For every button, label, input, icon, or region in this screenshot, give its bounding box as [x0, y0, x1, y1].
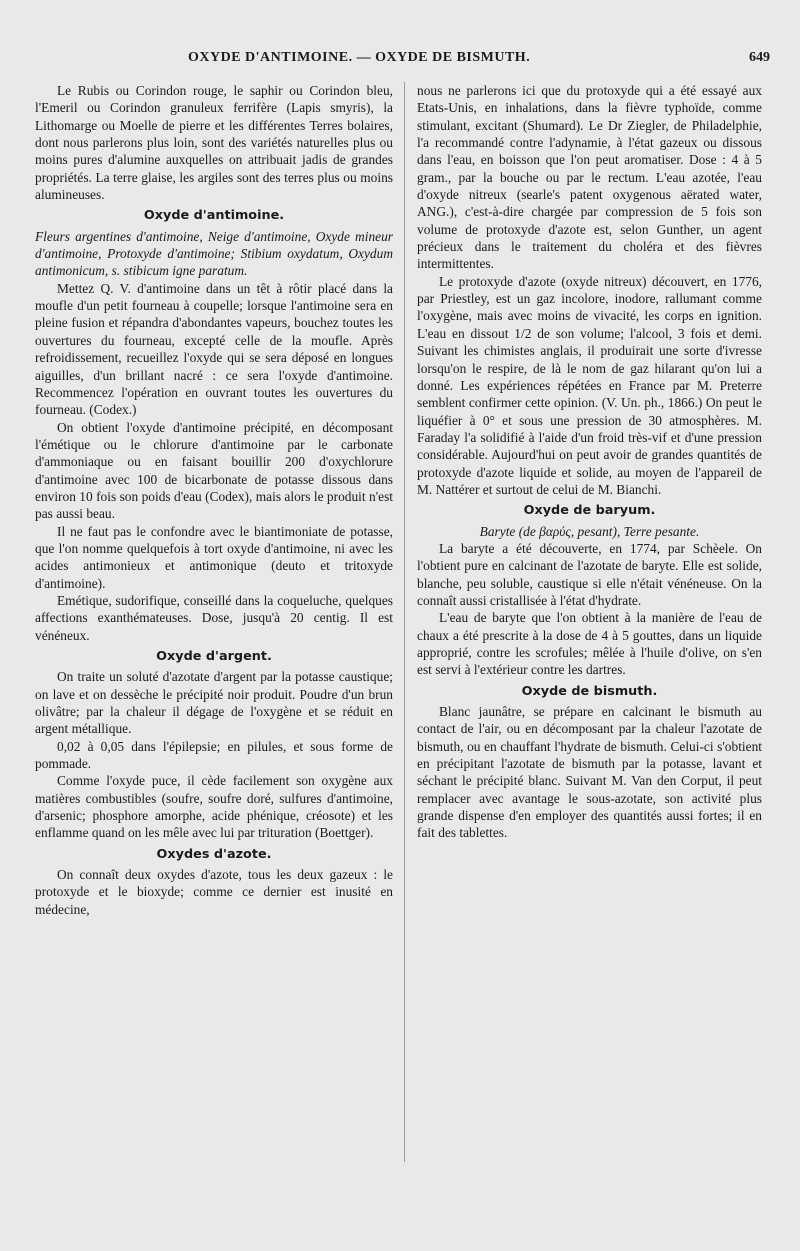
paragraph: Le Rubis ou Corindon rouge, le saphir ou Corindon bleu, l'Emeril ou Corindon granuleux ferrifère (Lapis smyris), la Lithomarge ou Moelle de pierre et les différentes Terres bolaires, dont nous parlerons plus loin, sont des variétés naturelles plus ou moins pures d'alumine auxquelles on attribuait jadis de grandes propriétés. La terre glaise, les argiles sont des terres plus ou moins alumineuses. — [35, 83, 393, 203]
running-header — [28, 50, 770, 74]
paragraph: Comme l'oxyde puce, il cède facilement son oxygène aux matières combustibles (soufre, soufre doré, sulfures d'antimoine, d'arsenic; phosphore amorphe, acide phénique, créosote) et les enflamme quand on les mêle avec lui par trituration (Boettger). — [35, 773, 393, 841]
paragraph: La baryte a été découverte, en 1774, par Schèele. On l'obtient pure en calcinant de l'azotate de baryte. Elle est solide, blanche, peu soluble, caustique si elle n'était vénéneuse. On la connaît aussi cristallisée à l'état d'hydrate. — [417, 540, 762, 608]
paragraph: nous ne parlerons ici que du protoxyde qui a été essayé aux Etats-Unis, en inhalations, dans la fièvre typhoïde, comme stimulant, excitant (Shumard). Le Dr Ziegler, de Philadelphie, l'a recommandé contre l'adynamie, à l'état gazeux ou dissous dans l'eau, en boisson que l'on peut aromatiser. Dose : 4 à 5 gram., par la bouche ou par le rectum. L'eau azotée, l'eau d'oxyde nitreux (searle's patent oxygenous aërated water, ANG.), c'est-à-dire chargée par compression de 5 fois son volume de protoxyde d'azote est, selon Gunther, un agent précieux dans le traitement du choléra et des fièvres intermittentes. — [417, 83, 762, 272]
paragraph: Blanc jaunâtre, se prépare en calcinant le bismuth au contact de l'air, ou en décomposant par la chaleur l'azotate de bismuth, ou en chauffant l'hydrate de bismuth. Celui-ci s'obtient en précipitant l'azotate de bismuth par la potasse, lavant et séchant le précipité blanc. Suivant M. Van den Corput, il peut remplacer avec avantage le sous-azotate, son activité plus grande dispense d'en employer des quantités aussi fortes; il en fait des tablettes. — [417, 704, 762, 841]
section-heading: Oxyde d'argent. — [156, 649, 272, 664]
paragraph: On connaît deux oxydes d'azote, tous les deux gazeux : le protoxyde et le bioxyde; comme ce dernier est inusité en médecine, — [35, 867, 393, 917]
column-divider — [404, 82, 405, 1162]
section-heading: Oxydes d'azote. — [156, 846, 272, 862]
paragraph: Il ne faut pas le confondre avec le biantimoniate de potasse, que l'on nomme quelquefois à tort oxyde d'antimoine, ni avec les acides antimonieux et antimonique (deuto et tritoxyde d'antimoine). — [35, 523, 393, 591]
running-title: OXYDE D'ANTIMOINE. — OXYDE DE BISMUTH. — [188, 50, 531, 65]
paragraph: 0,02 à 0,05 dans l'épilepsie; en pilules, et sous forme de pommade. — [35, 738, 393, 772]
section-heading: Oxyde de baryum. — [523, 503, 656, 519]
page-number: 649 — [749, 50, 770, 65]
paragraph: On obtient l'oxyde d'antimoine précipité, en décomposant l'émétique ou le chlorure d'antimoine par le carbonate d'ammoniaque ou en faisant bouillir 200 d'oxychlorure d'antimoine avec 100 de bicarbonate de potasse dissous dans environ 10 fois son poids d'eau (Codex), mais alors le produit n'est pas aussi beau. — [35, 419, 393, 522]
synonyms: Fleurs argentines d'antimoine, Neige d'antimoine, Oxyde mineur d'antimoine, Protoxyde d'antimoine; Stibium oxydatum, Oxydum antimonicum, s. stibicum igne paratum. — [35, 228, 393, 279]
left-column — [35, 82, 393, 918]
paragraph: Le protoxyde d'azote (oxyde nitreux) découvert, en 1776, par Priestley, est un gaz incolore, inodore, rallumant comme l'oxygène, mais avec moins de vivacité, les corps en ignition. L'eau en dissout 1/2 de son volume; l'alcool, 3 fois et demi. Suivant les chimistes anglais, il produirait une sorte d'ivresse lorsqu'on le respire, de là le nom de gaz hilarant qu'on lui a donné. Les expériences répétées en France par M. Preterre semblent confirmer cette opinion. (V. Un. ph., 1866.) On peut le liquéfier à 0° et sous une pression de 30 atmosphères. M. Faraday l'a solidifié à l'aide d'un froid très-vif et d'une pression considérable. Aujourd'hui on peut avoir de grandes quantités de protoxyde d'azote liquide et solide, au moyen de l'appareil de M. Nattérer et surtout de celui de M. Bianchi. — [417, 273, 762, 497]
synonyms: Baryte (de βαρύς, pesant), Terre pesante. — [479, 523, 700, 539]
right-column — [417, 82, 762, 842]
paragraph: Emétique, sudorifique, conseillé dans la coqueluche, quelques affections exanthémateuses. Dose, jusqu'à 20 centig. Il est vénéneux. — [35, 592, 393, 643]
section-heading: Oxyde de bismuth. — [521, 683, 658, 699]
paragraph: On traite un soluté d'azotate d'argent par la potasse caustique; on lave et on dessèche le précipité noir produit. Poudre d'un brun olivâtre; par la chaleur il dégage de l'oxygène et se réduit en argent métallique. — [35, 669, 393, 737]
paragraph: Mettez Q. V. d'antimoine dans un têt à rôtir placé dans la moufle d'un petit fourneau à coupelle; lorsque l'antimoine sera en pleine fusion et répandra d'abondantes vapeurs, bouchez toutes les ouvertures du fourneau, excepté celle de la moufle. Après refroidissement, recueillez l'oxyde qui se sera déposé en longues aiguilles, d'un brillant nacré : ce sera l'oxyde d'antimoine. Recommencez l'opération en ouvrant toutes les ouvertures du fourneau. (Codex.) — [35, 280, 393, 418]
section-heading: Oxyde d'antimoine. — [143, 208, 285, 224]
paragraph: L'eau de baryte que l'on obtient à la manière de l'eau de chaux a été prescrite à la dose de 4 à 5 gouttes, dans un liquide approprié, contre les scrofules; mêlée à l'huile d'olive, on s'en est servi à l'extérieur contre les dartres. — [417, 610, 762, 678]
